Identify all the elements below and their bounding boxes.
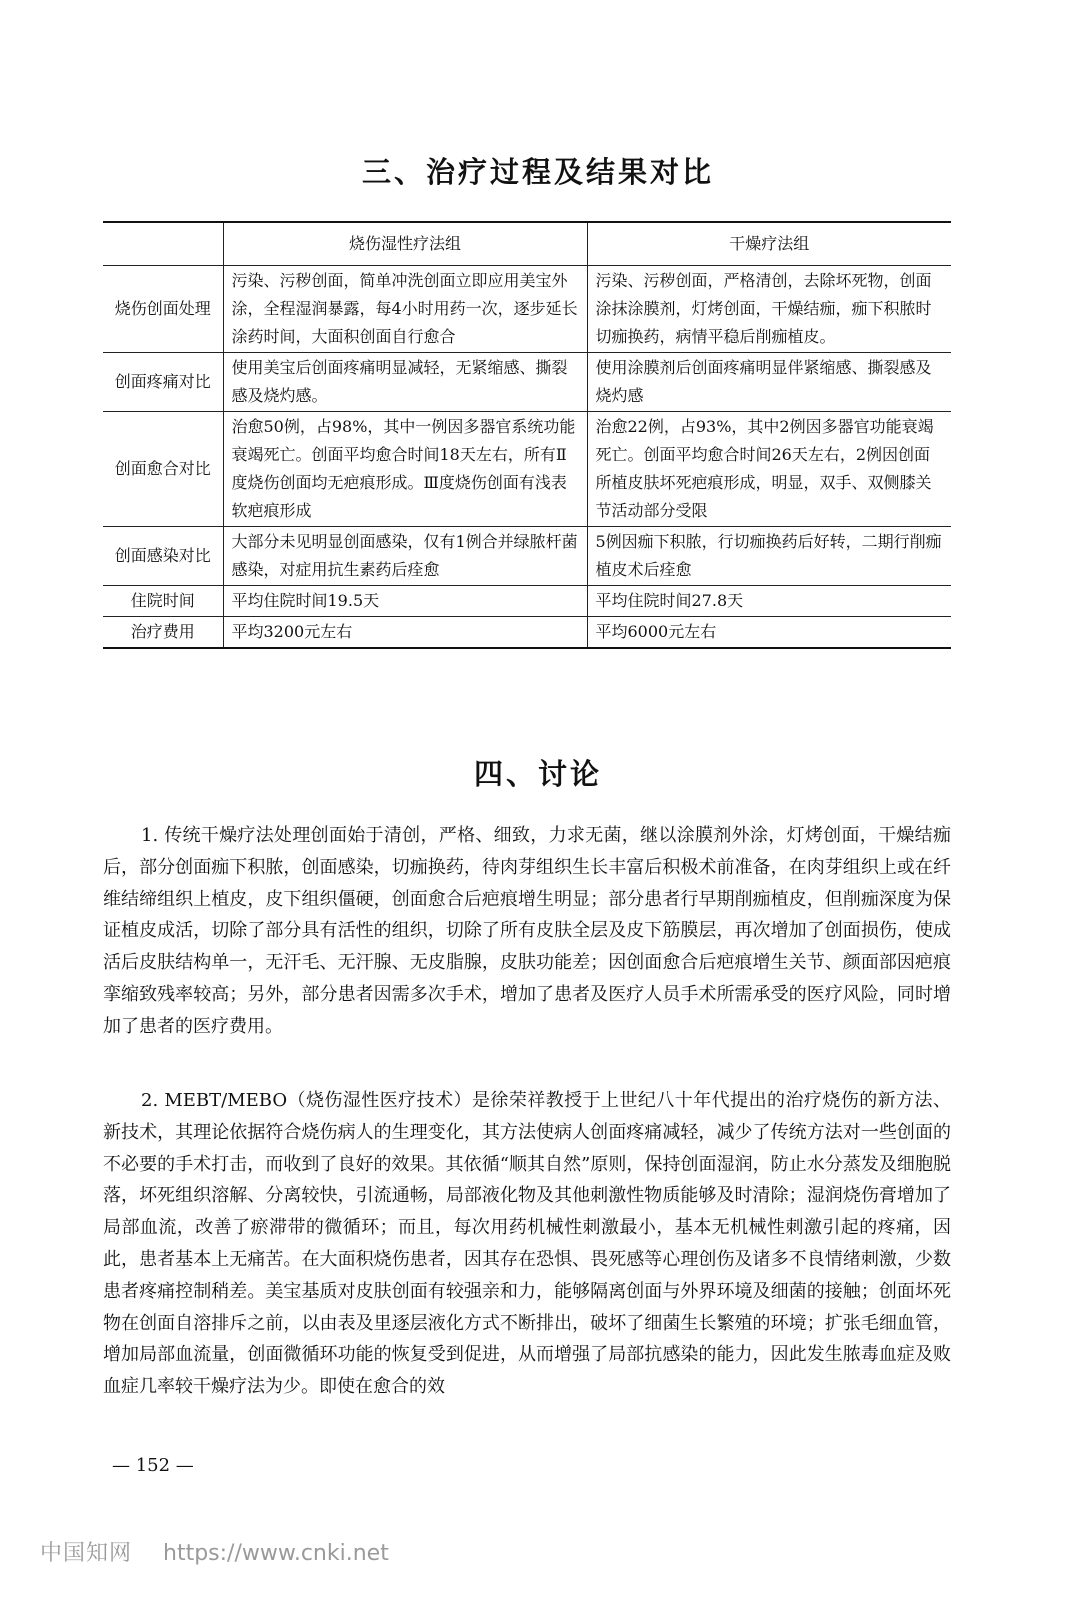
watermark-brand: 中国知网 — [40, 1541, 133, 1566]
cell-wet: 使用美宝后创面疼痛明显减轻，无紧缩感、撕裂感及烧灼感。 — [223, 353, 587, 412]
cnki-watermark — [40, 1536, 389, 1567]
row-label: 创面愈合对比 — [103, 412, 223, 527]
cell-dry: 使用涂膜剂后创面疼痛明显伴紧缩感、撕裂感及烧灼感 — [587, 353, 951, 412]
table-header-row — [103, 222, 951, 266]
section-title-treatment-comparison: 三、治疗过程及结果对比 — [361, 155, 714, 189]
table-header-wet-therapy: 烧伤湿性疗法组 — [223, 222, 587, 266]
cell-dry: 平均住院时间27.8天 — [587, 586, 951, 617]
cell-wet: 大部分未见明显创面感染，仅有1例合并绿脓杆菌感染，对症用抗生素药后痊愈 — [223, 527, 587, 586]
cell-wet: 治愈50例，占98%，其中一例因多器官系统功能衰竭死亡。创面平均愈合时间18天左右，所有Ⅱ度烧伤创面均无疤痕形成。Ⅲ度烧伤创面有浅表软疤痕形成 — [223, 412, 587, 527]
discussion-paragraph-1: 1. 传统干燥疗法处理创面始于清创，严格、细致，力求无菌，继以涂膜剂外涂，灯烤创面，干燥结痂后，部分创面痂下积脓，创面感染，切痂换药，待肉芽组织生长丰富后积极术前准备，在肉芽组织上或在纤维结缔组织上植皮，皮下组织僵硬，创面愈合后疤痕增生明显；部分患者行早期削痂植皮，但削痂深度为保证植皮成活，切除了部分具有活性的组织，切除了所有皮肤全层及皮下筋膜层，再次增加了创面损伤，使成活后皮肤结构单一，无汗毛、无汗腺、无皮脂腺，皮肤功能差；因创面愈合后疤痕增生关节、颜面部因疤痕挛缩致残率较高；另外，部分患者因需多次手术，增加了患者及医疗人员手术所需承受的医疗风险，同时增加了患者的医疗费用。 — [103, 825, 951, 1037]
row-label: 烧伤创面处理 — [103, 266, 223, 353]
table-header-corner — [103, 222, 223, 266]
row-label: 创面疼痛对比 — [103, 353, 223, 412]
cell-wet: 污染、污秽创面，简单冲洗创面立即应用美宝外涂，全程湿润暴露，每4小时用药一次，逐步延长涂药时间，大面积创面自行愈合 — [223, 266, 587, 353]
row-label: 治疗费用 — [103, 617, 223, 649]
section-title-discussion: 四、讨论 — [473, 757, 602, 791]
cell-wet: 平均住院时间19.5天 — [223, 586, 587, 617]
comparison-table — [103, 221, 951, 649]
cell-dry: 污染、污秽创面，严格清创，去除坏死物，创面涂抹涂膜剂，灯烤创面，干燥结痂，痂下积脓时切痂换药，病情平稳后削痂植皮。 — [587, 266, 951, 353]
table-row — [103, 412, 951, 527]
table-row — [103, 353, 951, 412]
cell-wet: 平均3200元左右 — [223, 617, 587, 649]
discussion-paragraph-2: 2. MEBT/MEBO（烧伤湿性医疗技术）是徐荣祥教授于上世纪八十年代提出的治疗烧伤的新方法、新技术，其理论依据符合烧伤病人的生理变化，其方法使病人创面疼痛减轻，减少了传统方法对一些创面的不必要的手术打击，而收到了良好的效果。其依循“顺其自然”原则，保持创面湿润，防止水分蒸发及细胞脱落，坏死组织溶解、分离较快，引流通畅，局部液化物及其他刺激性物质能够及时清除；湿润烧伤膏增加了局部血流，改善了瘀滞带的微循环；而且，每次用药机械性刺激最小，基本无机械性刺激引起的疼痛，因此，患者基本上无痛苦。在大面积烧伤患者，因其存在恐惧、畏死感等心理创伤及诸多不良情绪刺激，少数患者疼痛控制稍差。美宝基质对皮肤创面有较强亲和力，能够隔离创面与外界环境及细菌的接触；创面坏死物在创面自溶排斥之前，以由表及里逐层液化方式不断排出，破坏了细菌生长繁殖的环境；扩张毛细血管，增加局部血流量，创面微循环功能的恢复受到促进，从而增强了局部抗感染的能力，因此发生脓毒血症及败血症几率较干燥疗法为少。即使在愈合的效 — [103, 1090, 951, 1398]
row-label: 创面感染对比 — [103, 527, 223, 586]
table-row — [103, 617, 951, 649]
table-row — [103, 586, 951, 617]
cell-dry: 5例因痂下积脓，行切痂换药后好转，二期行削痂植皮术后痊愈 — [587, 527, 951, 586]
table-row — [103, 527, 951, 586]
table-header-dry-therapy: 干燥疗法组 — [587, 222, 951, 266]
page-number: — 152 — — [112, 1455, 194, 1476]
cell-dry: 治愈22例，占93%，其中2例因多器官功能衰竭死亡。创面平均愈合时间26天左右，2例因创面所植皮肤坏死疤痕形成，明显，双手、双侧膝关节活动部分受限 — [587, 412, 951, 527]
cell-dry: 平均6000元左右 — [587, 617, 951, 649]
watermark-url: https://www.cnki.net — [163, 1541, 389, 1566]
row-label: 住院时间 — [103, 586, 223, 617]
table-row — [103, 266, 951, 353]
